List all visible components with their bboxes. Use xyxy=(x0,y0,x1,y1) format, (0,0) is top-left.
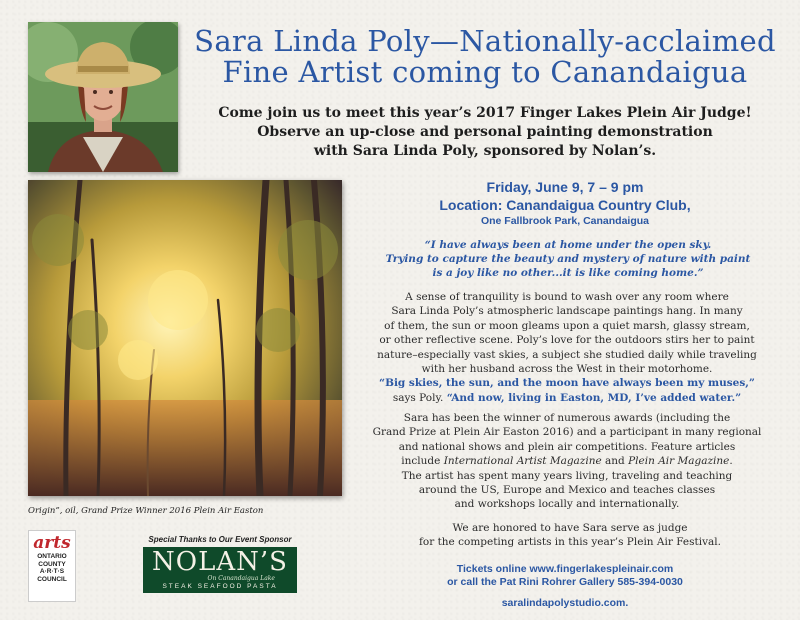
bio3-line-2: for the competing artists in this year’s Plein Air Festival. xyxy=(419,536,721,549)
arts-logo-mark: arts xyxy=(33,533,71,553)
sponsor-name: NOLAN’S xyxy=(152,547,288,577)
bio2-line-7: and workshops locally and internationally. xyxy=(454,498,680,511)
headline-line-2: Fine Artist coming to Canandaigua xyxy=(222,55,748,89)
bio2-line-4-pre: include xyxy=(401,455,444,468)
sponsor-subtitle: On Canandaigua Lake xyxy=(207,575,275,582)
arts-logo-line-1: ONTARIO xyxy=(37,553,67,560)
bio2-line-4-mid: and xyxy=(601,455,629,468)
arts-council-logo xyxy=(28,530,76,602)
event-details xyxy=(395,178,735,228)
sponsor-tagline: STEAK SEAFOOD PASTA xyxy=(162,583,278,590)
bio2-line-3: and national shows and plein air competitions. Feature articles xyxy=(398,440,736,453)
bio3-line-1: We are honored to have Sara serve as judge xyxy=(452,522,688,534)
arts-logo-line-4: COUNCIL xyxy=(37,575,67,583)
intro-line-2: Observe an up-close and personal painting demonstration xyxy=(257,124,713,140)
intro-text xyxy=(195,104,775,161)
bio-paragraph-1 xyxy=(362,290,772,405)
bio2-line-1: Sara has been the winner of numerous awards (including the xyxy=(403,412,731,424)
magazine-2: Plein Air Magazine xyxy=(628,455,730,468)
headline xyxy=(185,26,785,88)
quote-line-2: Trying to capture the beauty and mystery of nature with paint xyxy=(385,253,751,265)
bio1-line-6: with her husband across the West in their motorhome. xyxy=(421,363,713,376)
bio-paragraph-3 xyxy=(380,521,760,550)
bio1-quote-2: “And now, living in Easton, MD, I’ve added water.” xyxy=(446,391,742,404)
bio1-line-2: Sara Linda Poly’s atmospheric landscape paintings hang. In many xyxy=(391,305,743,318)
ticket-info xyxy=(395,563,735,589)
intro-line-3: with Sara Linda Poly, sponsored by Nolan’s. xyxy=(313,143,657,159)
bio1-says: says Poly. xyxy=(392,391,447,404)
arts-logo-line-3: A·R·T·S xyxy=(39,568,65,575)
artist-portrait-photo xyxy=(28,22,178,172)
nolans-sponsor-logo xyxy=(143,547,297,593)
painting-caption: Origin”, oil, Grand Prize Winner 2016 Plein Air Easton xyxy=(28,506,264,516)
bio2-line-6: around the US, Europe and Mexico and teaches classes xyxy=(418,484,716,497)
arts-logo-line-2: COUNTY xyxy=(38,560,66,568)
bio1-line-3: of them, the sun or moon gleams upon a quiet marsh, glassy stream, xyxy=(384,319,750,332)
intro-line-1: Come join us to meet this year’s 2017 Finger Lakes Plein Air Judge! xyxy=(218,105,752,121)
bio1-line-5: nature–especially vast skies, a subject she studied daily while traveling xyxy=(377,348,757,361)
event-location: Location: Canandaigua Country Club, xyxy=(439,197,691,213)
bio2-line-4-post: . xyxy=(729,455,733,468)
bio2-line-2: Grand Prize at Plein Air Easton 2016) and a participant in many regional xyxy=(372,426,762,439)
painting-origin-image xyxy=(28,180,342,496)
artist-quote xyxy=(378,238,758,280)
bio1-quote-1: “Big skies, the sun, and the moon have always been my muses,” xyxy=(379,377,755,390)
event-date: Friday, June 9, 7 – 9 pm xyxy=(486,179,644,195)
bio2-line-5: The artist has spent many years living, traveling and teaching xyxy=(401,469,733,482)
quote-line-1: “I have always been at home under the open sky. xyxy=(424,239,712,251)
artist-website-link[interactable]: saralindapolystudio.com. xyxy=(501,597,629,609)
sponsor-label: Special Thanks to Our Event Sponsor xyxy=(148,535,292,544)
quote-line-3: is a joy like no other...it is like coming home.” xyxy=(432,267,704,279)
magazine-1: International Artist Magazine xyxy=(443,455,602,468)
bio1-line-1: A sense of tranquility is bound to wash over any room where xyxy=(405,291,729,303)
bio-paragraph-2 xyxy=(360,411,774,512)
tickets-online-link[interactable]: Tickets online www.fingerlakespleinair.com xyxy=(456,563,674,575)
event-address: One Fallbrook Park, Canandaigua xyxy=(480,215,650,227)
gallery-phone: or call the Pat Rini Rohrer Gallery 585-394-0030 xyxy=(447,576,683,588)
bio1-line-4: or other reflective scene. Poly’s love for the outdoors stirs her to paint xyxy=(379,334,755,347)
headline-line-1: Sara Linda Poly—Nationally-acclaimed xyxy=(194,24,776,58)
